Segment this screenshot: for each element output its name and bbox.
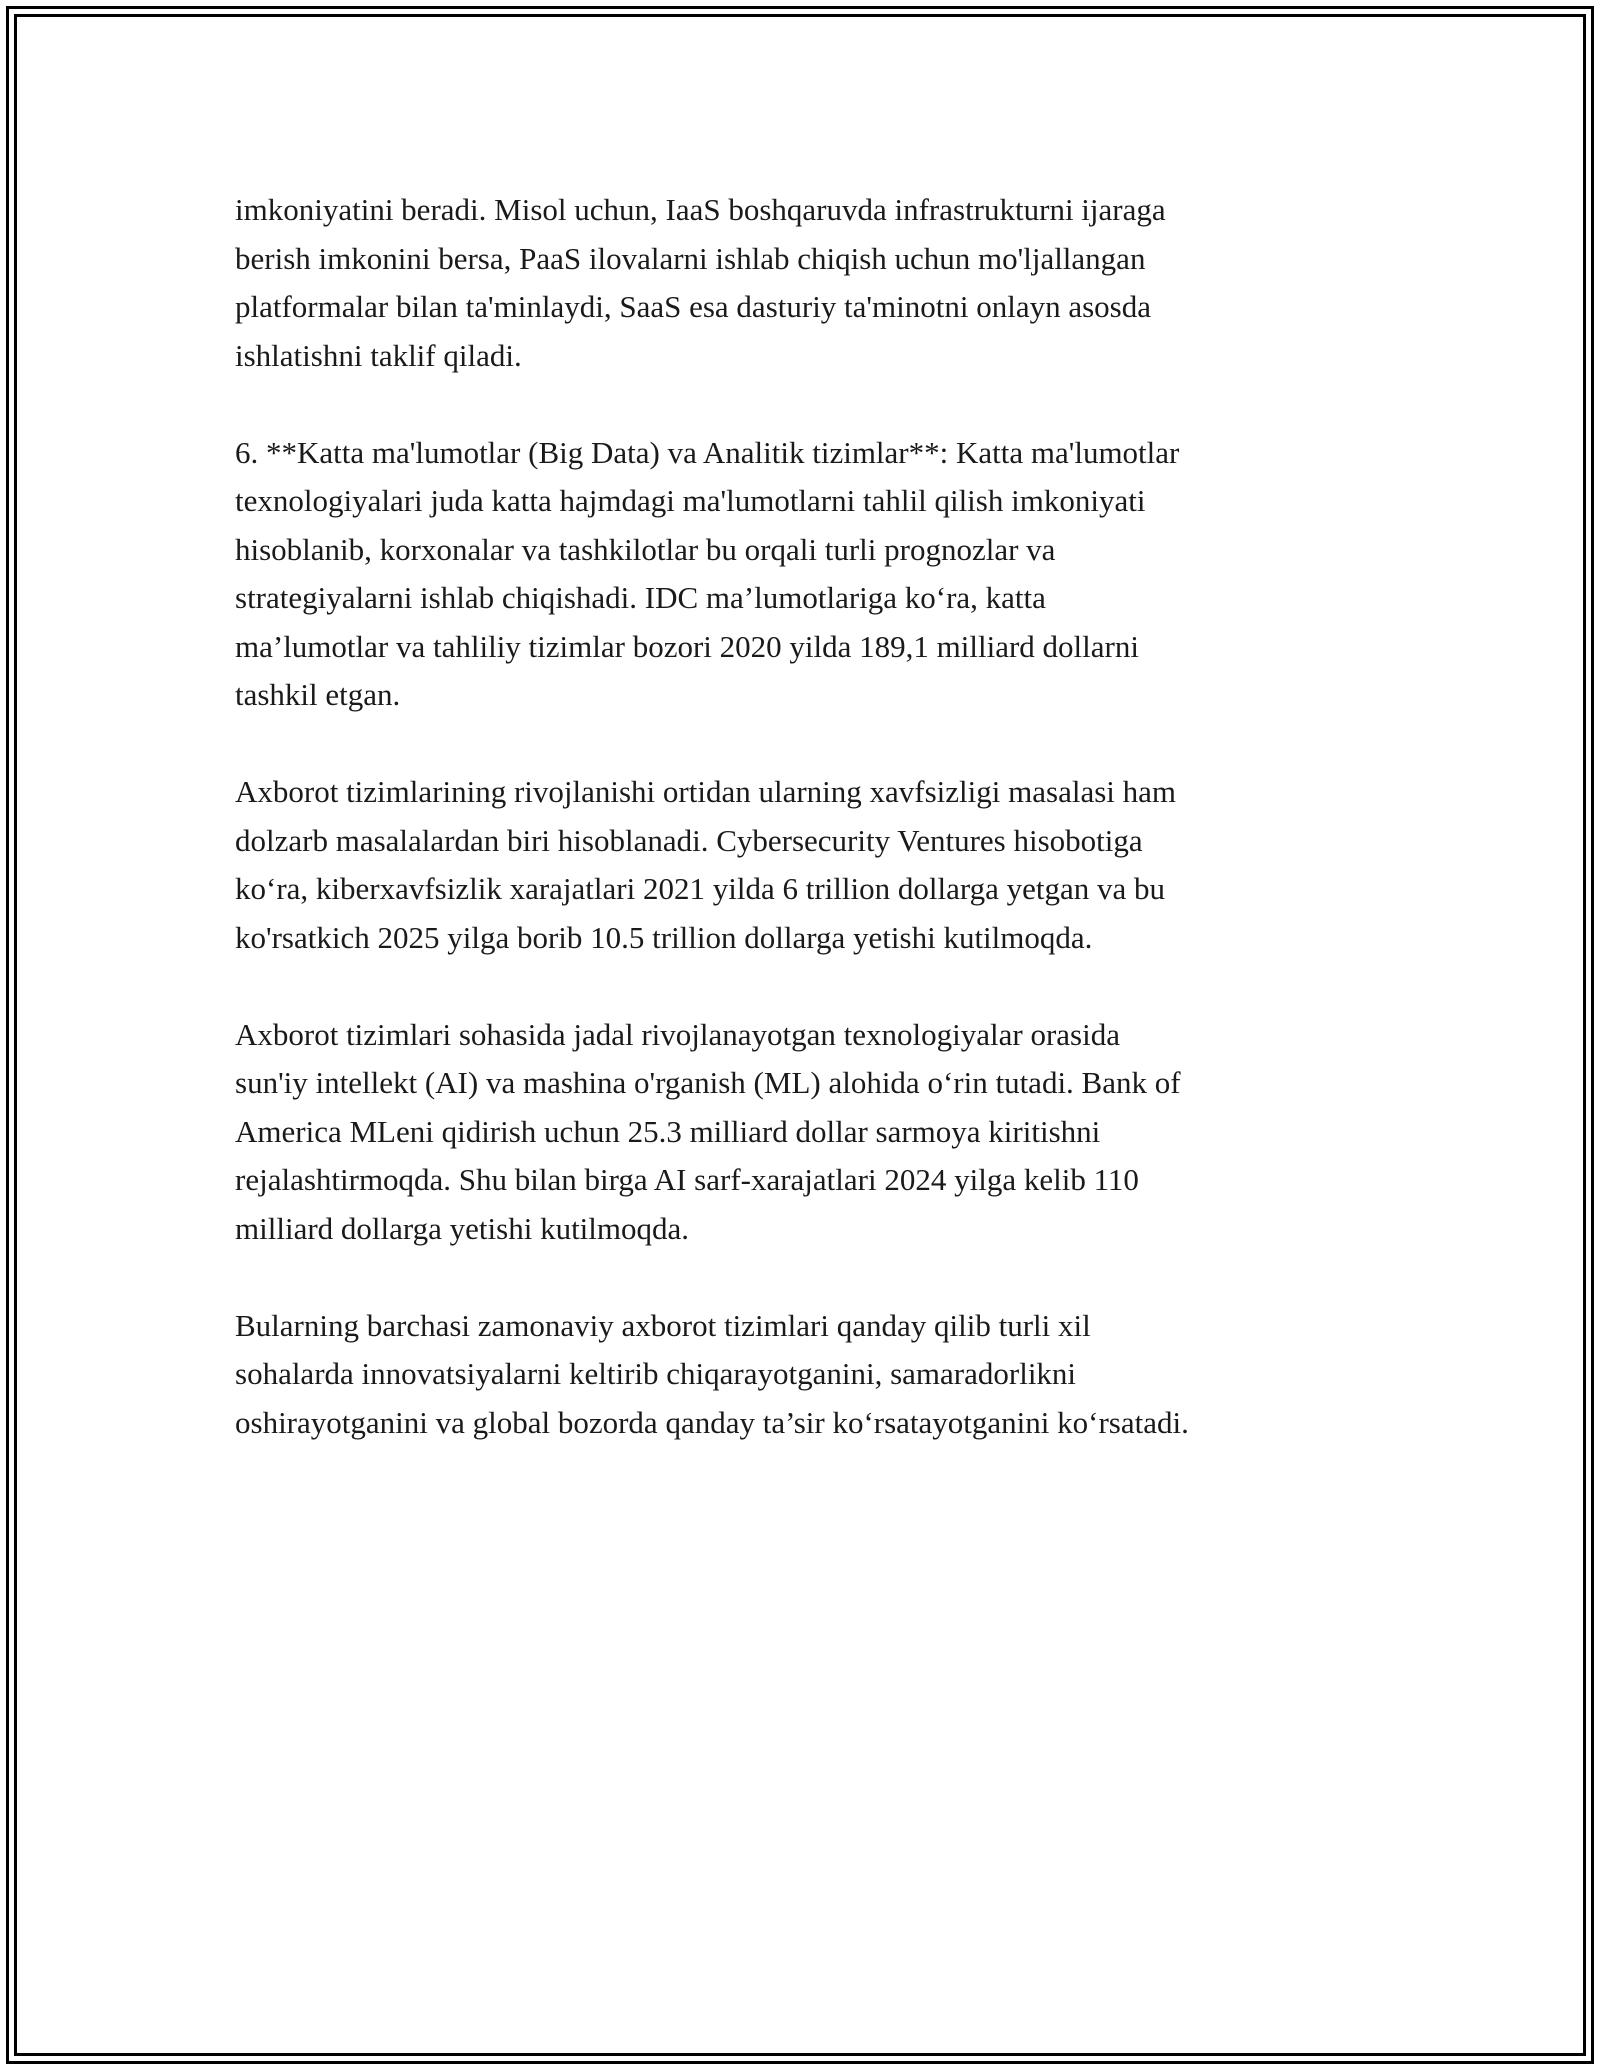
text-line: tashkil etgan. bbox=[235, 677, 401, 712]
paragraph-ai-ml bbox=[235, 1011, 1395, 1254]
text-line: 6. **Katta ma'lumotlar (Big Data) va Analitik tizimlar**: Katta ma'lumotlar bbox=[235, 434, 1180, 470]
text-line: ishlatishni taklif qiladi. bbox=[235, 337, 522, 373]
paragraph-conclusion bbox=[235, 1302, 1395, 1448]
paragraph-cloud-models bbox=[235, 186, 1395, 380]
text-line: Axborot tizimlari sohasida jadal rivojlanayotgan texnologiyalar orasida bbox=[235, 1016, 1120, 1052]
text-line: dolzarb masalalardan biri hisoblanadi. Cybersecurity Ventures hisobotiga bbox=[235, 822, 1143, 858]
text-line: rejalashtirmoqda. Shu bilan birga AI sarf-xarajatlari 2024 yilga kelib 110 bbox=[235, 1162, 1139, 1197]
text-line: strategiyalarni ishlab chiqishadi. IDC ma’lumotlariga ko‘ra, katta bbox=[235, 580, 1046, 615]
text-line: Bularning barchasi zamonaviy axborot tizimlari qanday qilib turli xil bbox=[235, 1307, 1091, 1343]
text-line: ko'rsatkich 2025 yilga borib 10.5 trillion dollarga yetishi kutilmoqda. bbox=[235, 919, 1093, 955]
text-line: platformalar bilan ta'minlaydi, SaaS esa dasturiy ta'minotni onlayn asosda bbox=[235, 289, 1151, 324]
text-line: imkoniyatini beradi. Misol uchun, IaaS boshqaruvda infrastrukturni ijaraga bbox=[235, 192, 1166, 227]
text-line: oshirayotganini va global bozorda qanday ta’sir ko‘rsatayotganini ko‘rsatadi. bbox=[235, 1404, 1189, 1440]
text-line: ko‘ra, kiberxavfsizlik xarajatlari 2021 yilda 6 trillion dollarga yetgan va bu bbox=[235, 871, 1165, 906]
text-line: berish imkonini bersa, PaaS ilovalarni ishlab chiqish uchun mo'ljallangan bbox=[235, 240, 1146, 276]
document-body bbox=[235, 186, 1395, 1496]
paragraph-big-data bbox=[235, 429, 1395, 720]
text-line: sohalarda innovatsiyalarni keltirib chiqarayotganini, samaradorlikni bbox=[235, 1356, 1077, 1391]
text-line: Axborot tizimlarining rivojlanishi ortidan ularning xavfsizligi masalasi ham bbox=[235, 774, 1177, 809]
text-line: ma’lumotlar va tahliliy tizimlar bozori 2020 yilda 189,1 milliard dollarni bbox=[235, 628, 1139, 664]
text-line: sun'iy intellekt (AI) va mashina o'rganish (ML) alohida o‘rin tutadi. Bank of bbox=[235, 1065, 1181, 1100]
text-line: texnologiyalari juda katta hajmdagi ma'lumotlarni tahlil qilish imkoniyati bbox=[235, 483, 1146, 518]
text-line: milliard dollarga yetishi kutilmoqda. bbox=[235, 1210, 690, 1246]
text-line: hisoblanib, korxonalar va tashkilotlar bu orqali turli prognozlar va bbox=[235, 531, 1056, 567]
text-line: America MLeni qidirish uchun 25.3 milliard dollar sarmoya kiritishni bbox=[235, 1113, 1101, 1149]
paragraph-security bbox=[235, 768, 1395, 962]
